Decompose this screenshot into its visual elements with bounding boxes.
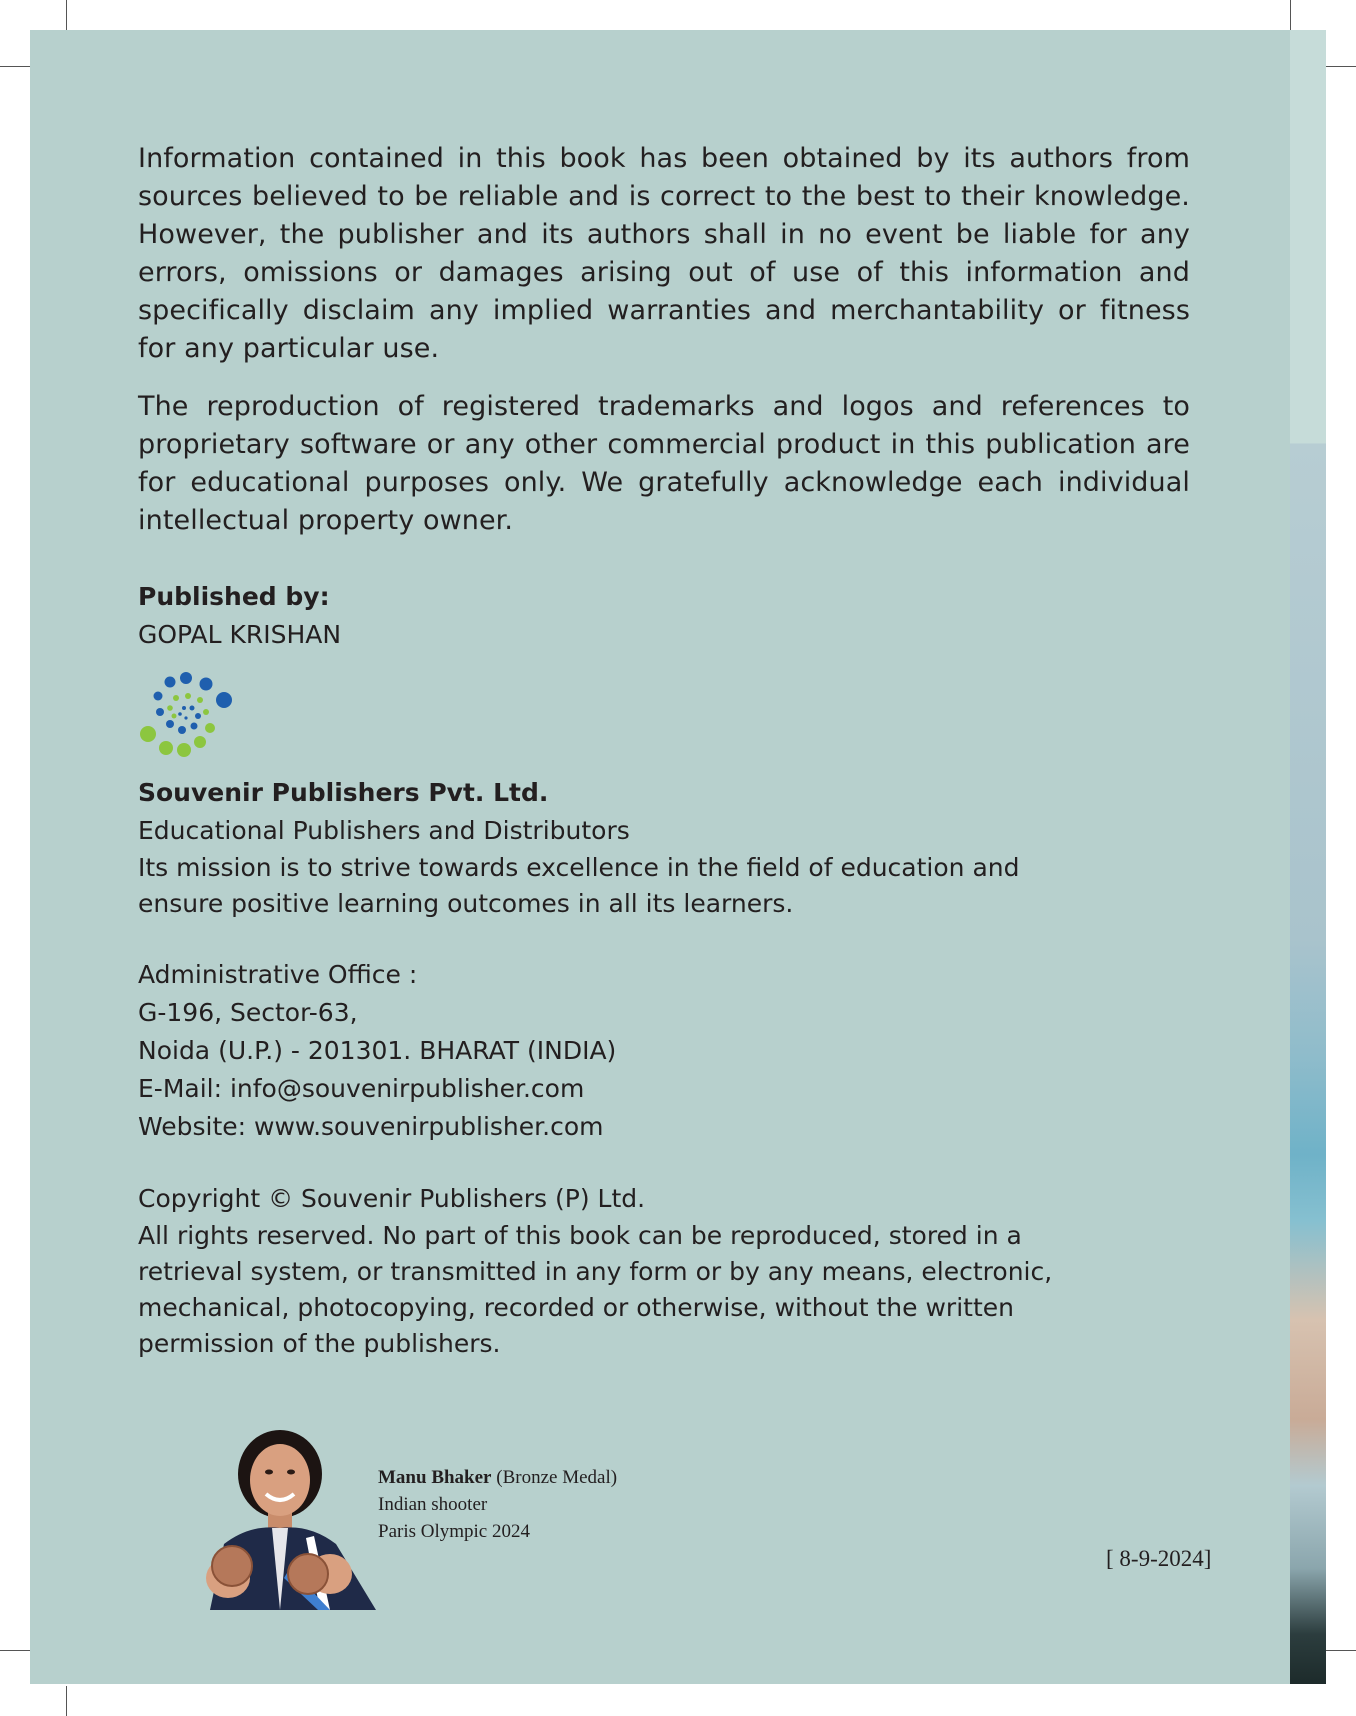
- caption-event: Paris Olympic 2024: [378, 1521, 530, 1542]
- crop-mark: [1290, 0, 1291, 30]
- caption-athlete-name: Manu Bhaker: [378, 1467, 492, 1488]
- crop-mark: [1326, 66, 1356, 67]
- disclaimer-paragraph-2: The reproduction of registered trademarks and logos and references to proprietary software or any other commercial product in this publication are for educational purposes only. We gratefully acknowledge each individual intellectual property owner.: [138, 391, 1190, 536]
- office-address-line-2: Noida (U.P.) - 201301. BHARAT (INDIA): [138, 1036, 617, 1065]
- office-email: E-Mail: info@souvenirpublisher.com: [138, 1074, 585, 1103]
- crop-mark: [0, 1650, 30, 1651]
- office-heading: Administrative Office :: [138, 960, 418, 989]
- office-website: Website: www.souvenirpublisher.com: [138, 1112, 604, 1141]
- publisher-logo-icon: [138, 668, 234, 764]
- published-by-label: Published by:: [138, 582, 330, 611]
- company-mission: Its mission is to strive towards excellence in the field of education and ensure positive learning outcomes in all its learners.: [138, 853, 1020, 918]
- photo-caption: [378, 1464, 617, 1545]
- crop-mark: [66, 0, 67, 30]
- publisher-person-name: GOPAL KRISHAN: [138, 620, 342, 649]
- copyright-line: Copyright © Souvenir Publishers (P) Ltd.: [138, 1184, 646, 1213]
- caption-medal: (Bronze Medal): [496, 1467, 618, 1488]
- imprint-page: [30, 30, 1290, 1684]
- crop-mark: [0, 66, 30, 67]
- caption-role: Indian shooter: [378, 1494, 488, 1515]
- page-content: [138, 140, 1190, 1362]
- copyright-notice: All rights reserved. No part of this book can be reproduced, stored in a retrieval system, or transmitted in any form or by any means, electronic, mechanical, photocopying, recorded or otherwise, without the written permission of the publishers.: [138, 1221, 1053, 1358]
- adjacent-page-bleed: [1290, 30, 1326, 1684]
- disclaimer-paragraph-1: Information contained in this book has been obtained by its authors from sources believed to be reliable and is correct to the best to their knowledge. However, the publisher and its authors shall in no event be liable for any errors, omissions or damages arising out of use of this information and specifically disclaim any implied warranties and merchantability or fitness for any particular use.: [138, 143, 1190, 364]
- company-name: Souvenir Publishers Pvt. Ltd.: [138, 778, 549, 807]
- print-date: [ 8-9-2024]: [1106, 1546, 1212, 1571]
- athlete-photo: [180, 1428, 380, 1610]
- company-tagline: Educational Publishers and Distributors: [138, 816, 630, 845]
- office-address-line-1: G-196, Sector-63,: [138, 998, 358, 1027]
- crop-mark: [1326, 1650, 1356, 1651]
- crop-mark: [66, 1686, 67, 1716]
